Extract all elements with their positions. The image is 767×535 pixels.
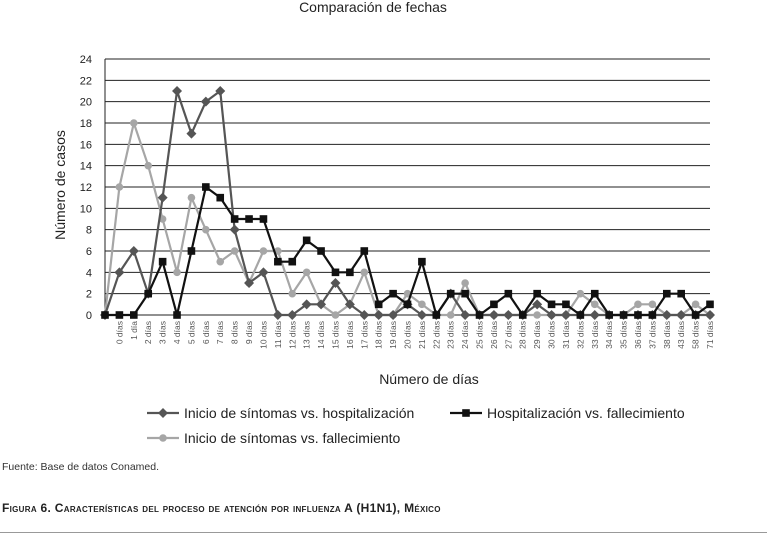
data-point xyxy=(172,86,182,96)
data-point xyxy=(461,290,469,298)
x-tick-label: 16 días xyxy=(344,321,355,349)
series-line xyxy=(105,91,710,315)
chart-title: Comparación de fechas xyxy=(299,0,447,15)
data-point xyxy=(130,119,138,127)
x-tick-label: 34 días xyxy=(604,321,615,349)
data-point xyxy=(706,301,714,309)
data-point xyxy=(273,310,283,320)
data-point xyxy=(116,183,124,191)
series-layer xyxy=(100,86,715,320)
x-tick-label: 71 días xyxy=(705,321,715,349)
gridlines xyxy=(105,59,710,315)
x-tick-label: 28 días xyxy=(517,321,528,349)
data-point xyxy=(433,311,441,319)
data-point xyxy=(159,258,167,266)
data-point xyxy=(677,290,685,298)
x-tick-label: 38 días xyxy=(661,321,672,349)
x-tick-label: 18 días xyxy=(373,321,384,349)
data-point xyxy=(144,162,152,170)
x-tick-label: 1 día xyxy=(128,321,139,340)
data-point xyxy=(130,311,138,319)
data-point xyxy=(186,129,196,139)
bottom-rule xyxy=(0,532,767,533)
data-point xyxy=(332,311,340,319)
x-tick-label: 6 días xyxy=(200,321,211,345)
data-point xyxy=(533,311,541,319)
data-point xyxy=(476,311,484,319)
data-point xyxy=(202,226,210,234)
x-tick-label: 27 días xyxy=(503,321,514,349)
y-tick-label: 24 xyxy=(79,54,92,66)
data-point xyxy=(663,290,671,298)
data-point xyxy=(649,301,657,309)
data-point xyxy=(591,301,599,309)
x-tick-label: 19 días xyxy=(388,321,399,349)
data-point xyxy=(404,301,412,309)
data-point xyxy=(591,290,599,298)
data-point xyxy=(634,301,642,309)
source-note: Fuente: Base de datos Conamed. xyxy=(2,461,160,473)
data-point xyxy=(505,290,513,298)
data-point xyxy=(605,311,613,319)
x-tick-label: 26 días xyxy=(488,321,499,349)
x-tick-label: 22 días xyxy=(431,321,442,349)
data-point xyxy=(317,247,325,255)
x-tick-label: 35 días xyxy=(618,321,629,349)
data-point xyxy=(303,269,311,277)
x-tick-label: 25 días xyxy=(474,321,485,349)
data-point xyxy=(202,183,210,191)
data-point xyxy=(245,215,253,223)
data-point xyxy=(634,311,642,319)
legend-label: Hospitalización vs. fallecimiento xyxy=(487,405,685,421)
data-point xyxy=(274,258,282,266)
data-point xyxy=(418,301,426,309)
y-tick-label: 16 xyxy=(79,139,92,152)
x-tick-label: 12 días xyxy=(287,321,298,349)
x-tick-label: 0 días xyxy=(114,321,125,345)
data-point xyxy=(590,310,600,320)
data-point xyxy=(231,215,239,223)
y-tick-label: 10 xyxy=(79,203,92,216)
data-point xyxy=(216,258,224,266)
x-tick-label: 23 días xyxy=(445,321,456,349)
x-tick-label: 20 días xyxy=(402,321,413,349)
data-point xyxy=(346,269,354,277)
data-point xyxy=(288,258,296,266)
data-point xyxy=(144,290,152,298)
y-tick-label: 6 xyxy=(85,246,92,258)
data-point xyxy=(158,408,168,418)
data-point xyxy=(173,311,181,319)
data-point xyxy=(620,311,628,319)
data-point xyxy=(562,301,570,309)
data-point xyxy=(303,237,311,245)
y-tick-label: 22 xyxy=(79,75,92,88)
series-1 xyxy=(100,86,715,320)
data-point xyxy=(447,290,455,298)
y-tick-label: 2 xyxy=(85,288,92,301)
x-tick-label: 14 días xyxy=(316,321,327,349)
data-point xyxy=(447,311,455,319)
series-line xyxy=(105,123,710,315)
figure-caption: Figura 6. Características del proceso de atención por influenza A (H1N1), México xyxy=(2,501,441,515)
data-point xyxy=(389,290,397,298)
legend-item xyxy=(450,405,685,421)
data-point xyxy=(692,301,700,309)
x-tick-label: 2 días xyxy=(143,321,154,345)
data-point xyxy=(173,269,181,277)
x-tick-label: 32 días xyxy=(575,321,586,349)
y-tick-label: 14 xyxy=(79,160,92,173)
x-tick-label: 9 días xyxy=(244,321,255,345)
data-point xyxy=(116,311,124,319)
x-tick-label: 33 días xyxy=(589,321,600,349)
x-tick-label: 36 días xyxy=(632,321,643,349)
legend-label: Inicio de síntomas vs. hospitalización xyxy=(184,405,415,421)
x-tick-label: 13 días xyxy=(301,321,312,349)
legend-item xyxy=(147,405,414,421)
y-tick-label: 8 xyxy=(85,224,92,237)
data-point xyxy=(374,310,384,320)
y-tick-label: 20 xyxy=(79,96,92,109)
y-tick-label: 4 xyxy=(85,267,92,280)
data-point xyxy=(692,311,700,319)
data-point xyxy=(503,310,513,320)
data-point xyxy=(216,194,224,202)
data-point xyxy=(260,247,268,255)
data-point xyxy=(489,310,499,320)
x-tick-label: 30 días xyxy=(546,321,557,349)
data-point xyxy=(490,301,498,309)
x-tick-label: 21 días xyxy=(416,321,427,349)
x-tick-label: 58 días xyxy=(690,321,701,349)
x-tick-label: 31 días xyxy=(560,321,571,349)
x-tick-label: 15 días xyxy=(330,321,341,349)
y-tick-label: 18 xyxy=(79,118,92,130)
data-point xyxy=(230,225,240,235)
data-point xyxy=(533,290,541,298)
data-point xyxy=(519,311,527,319)
data-point xyxy=(375,301,383,309)
y-tick-label: 12 xyxy=(79,182,92,194)
series-3 xyxy=(101,119,714,319)
x-tick-label: 3 días xyxy=(157,321,168,345)
data-point xyxy=(231,247,239,255)
x-tick-label: 5 días xyxy=(186,321,197,345)
data-point xyxy=(462,409,470,417)
data-point xyxy=(188,247,196,255)
y-axis xyxy=(80,54,105,322)
x-tick-label: 7 días xyxy=(215,321,226,345)
x-tick-label: 11 días xyxy=(272,321,283,349)
data-point xyxy=(260,215,268,223)
y-tick-label: 0 xyxy=(85,310,92,322)
x-tick-label: 17 días xyxy=(359,321,370,349)
x-tick-label: 43 días xyxy=(676,321,687,349)
x-tick-label: 8 días xyxy=(229,321,240,345)
data-point xyxy=(101,311,109,319)
legend xyxy=(147,405,685,446)
x-axis xyxy=(114,321,715,349)
data-point xyxy=(418,258,426,266)
data-point xyxy=(360,269,368,277)
data-point xyxy=(577,311,585,319)
data-point xyxy=(332,269,340,277)
data-point xyxy=(158,193,168,203)
data-point xyxy=(159,434,167,442)
data-point xyxy=(288,290,296,298)
data-point xyxy=(548,301,556,309)
data-point xyxy=(360,247,368,255)
x-tick-label: 29 días xyxy=(532,321,543,349)
data-point xyxy=(188,194,196,202)
y-axis-title: Número de casos xyxy=(52,130,68,240)
x-axis-title: Número de días xyxy=(379,371,479,387)
x-tick-label: 10 días xyxy=(258,321,269,349)
data-point xyxy=(577,290,585,298)
x-tick-label: 24 días xyxy=(460,321,471,349)
legend-item xyxy=(147,430,401,446)
data-point xyxy=(461,279,469,287)
data-point xyxy=(649,311,657,319)
x-tick-label: 4 días xyxy=(172,321,183,345)
x-tick-label: 37 días xyxy=(647,321,658,349)
legend-label: Inicio de síntomas vs. fallecimiento xyxy=(184,430,401,446)
